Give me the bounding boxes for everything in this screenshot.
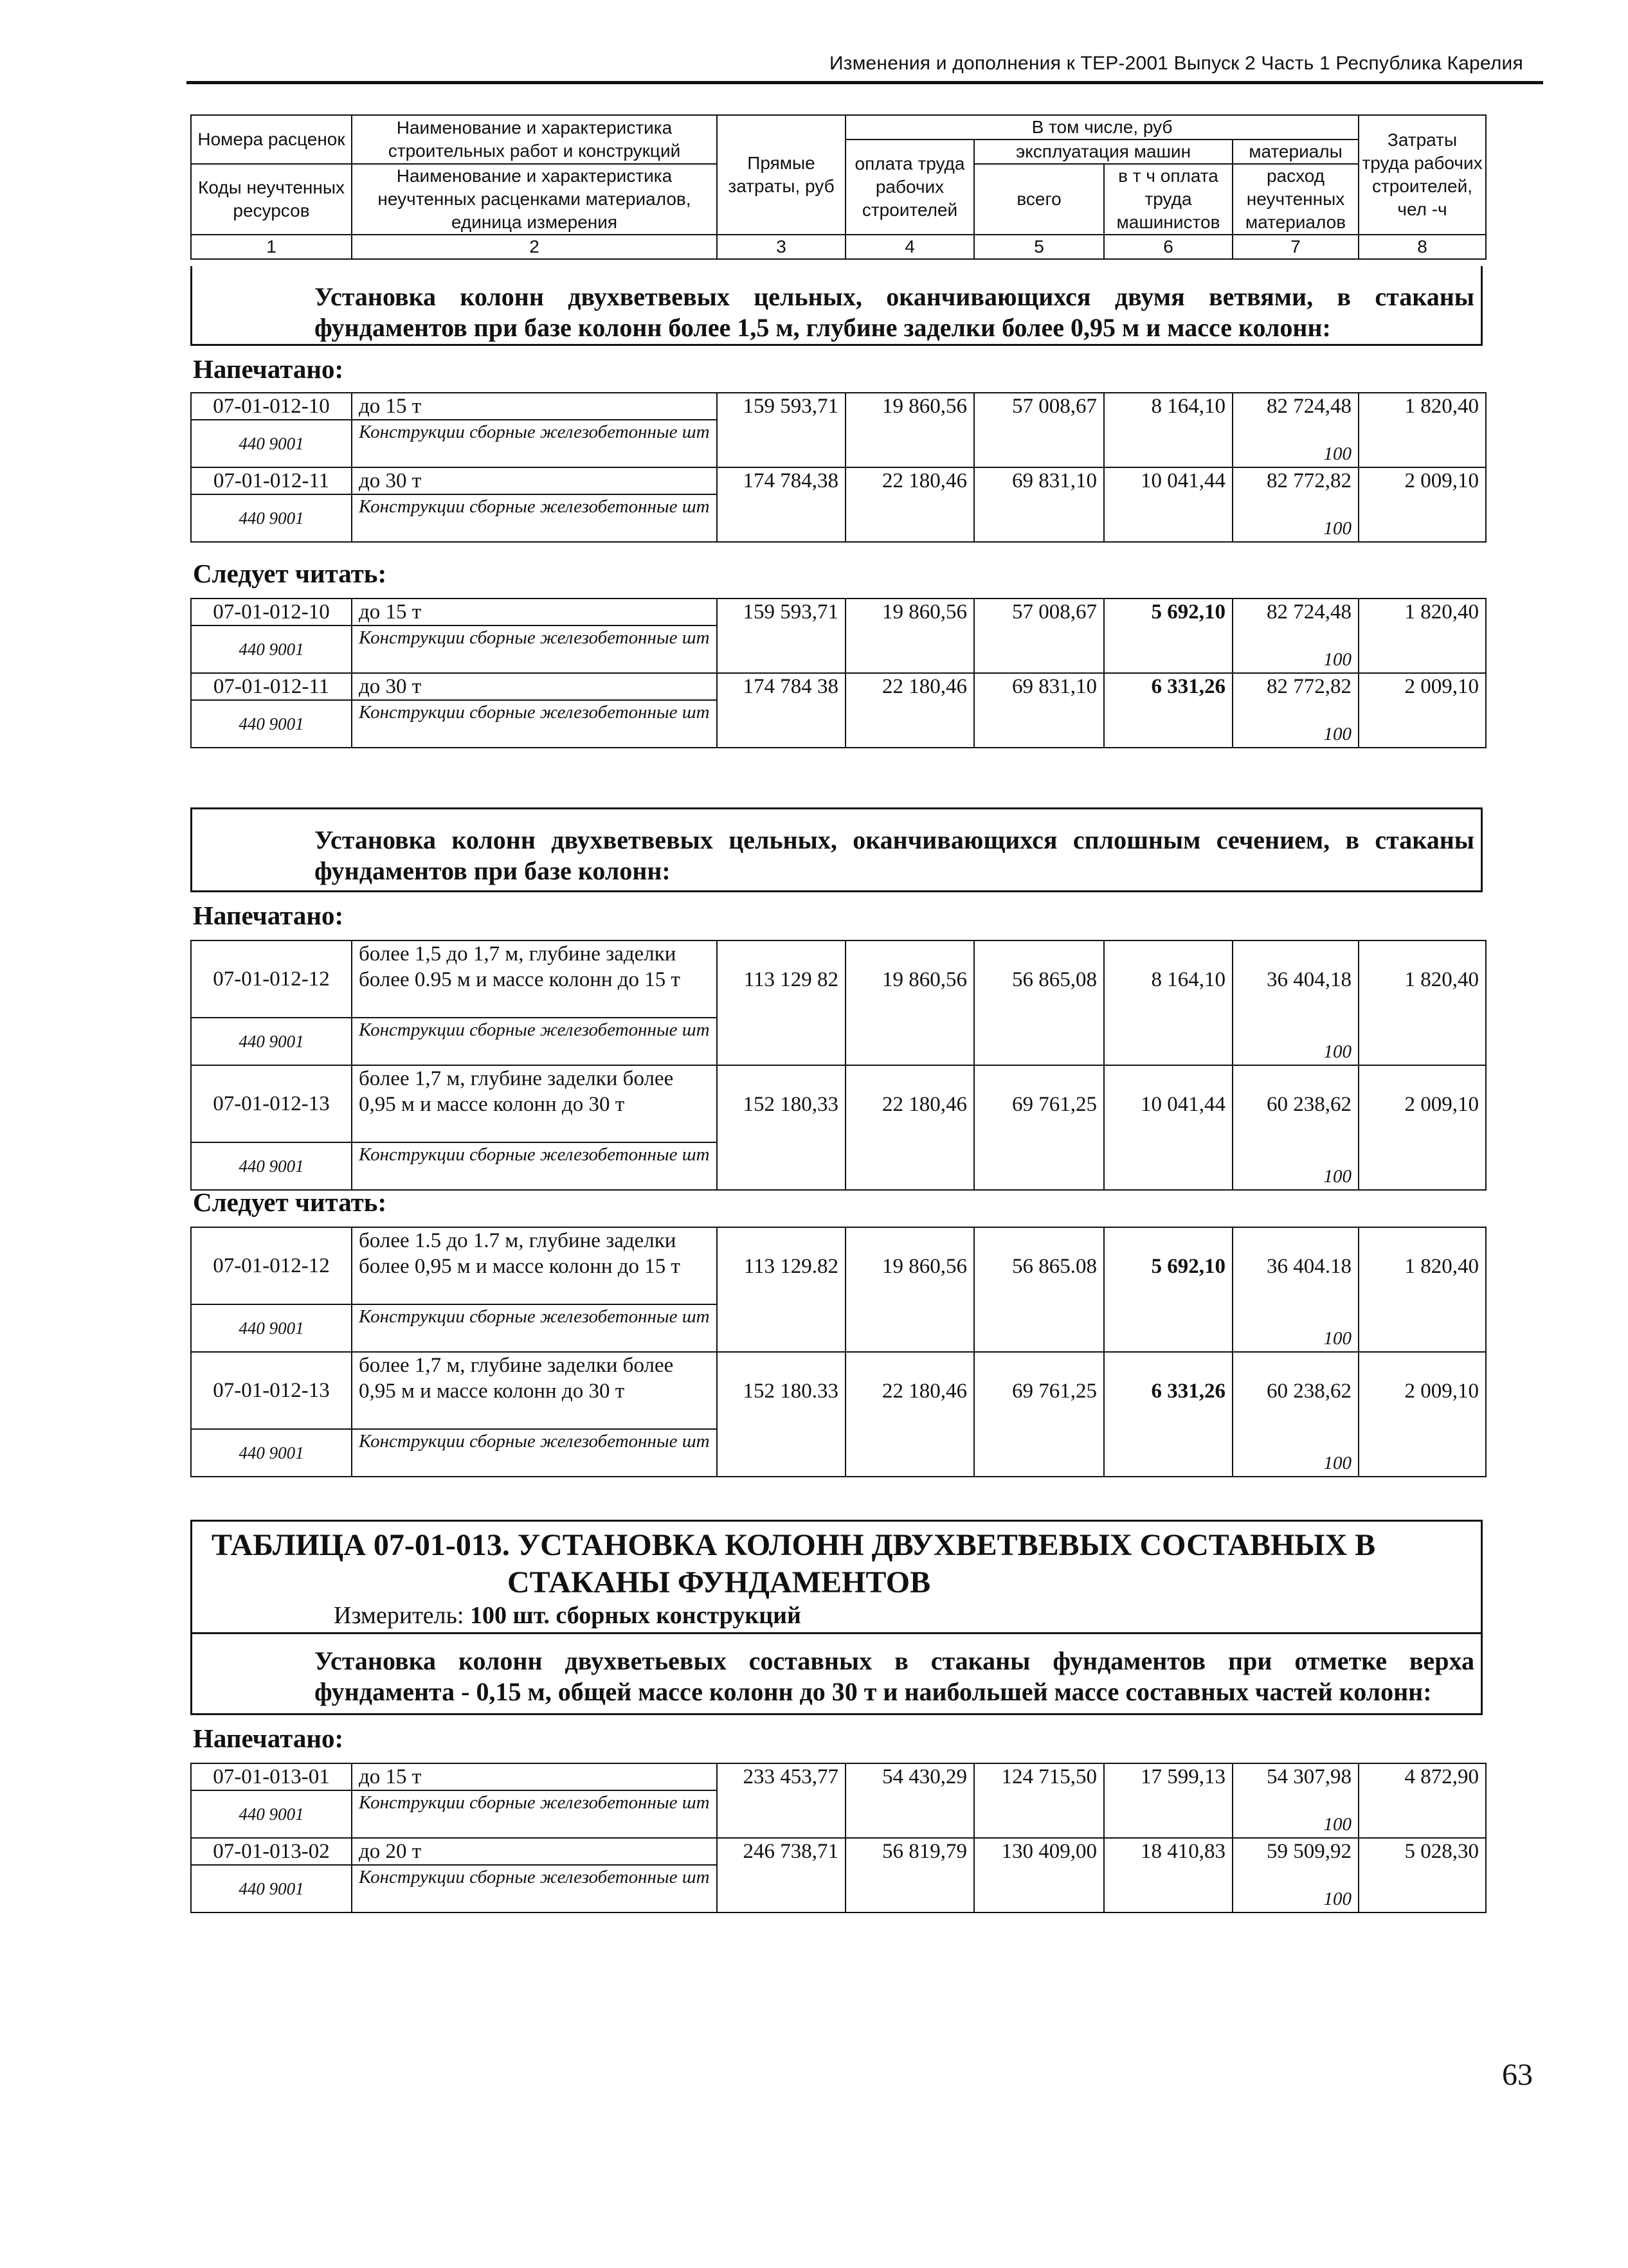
labor-pay: 22 180,46	[846, 1352, 974, 1429]
empty-cell	[974, 1142, 1104, 1190]
rate-code: 07-01-012-13	[191, 1352, 352, 1429]
labor-pay: 22 180,46	[846, 1065, 974, 1142]
colnum-3: 3	[717, 235, 846, 259]
column-header-table	[190, 114, 1487, 260]
materials-cost: 54 307,98	[1233, 1763, 1359, 1790]
header-materials: материалы	[1233, 140, 1359, 164]
machines-total: 57 008,67	[974, 393, 1104, 420]
resource-code: 440 9001	[191, 1142, 352, 1190]
direct-costs: 246 738,71	[717, 1838, 846, 1865]
rate-name: более 1.5 до 1.7 м, глубине заделки более 0,95 м и массе колонн до 15 т	[352, 1227, 717, 1304]
resource-rate: 100	[1233, 1018, 1359, 1065]
resource-name: Конструкции сборные железобетонные шт	[352, 420, 717, 467]
empty-cell	[846, 626, 974, 673]
empty-cell	[974, 1790, 1104, 1838]
resource-name: Конструкции сборные железобетонные шт	[352, 1142, 717, 1190]
resource-rate: 100	[1233, 1429, 1359, 1477]
colnum-5: 5	[974, 235, 1104, 259]
rate-name: более 1,7 м, глубине заделки более 0,95 м и массе колонн до 30 т	[352, 1352, 717, 1429]
section3-title: Установка колонн двухветьевых составных в стаканы фундаментов при отметке верха фундамента - 0,15 м, общей массе колонн до 30 т и наибольшей массе составных частей колонн:	[314, 1646, 1474, 1706]
colnum-8: 8	[1359, 235, 1486, 259]
rate-row	[191, 673, 1486, 700]
empty-cell	[1359, 1429, 1486, 1477]
rate-code: 07-01-012-12	[191, 1227, 352, 1304]
empty-cell	[846, 700, 974, 748]
colnum-4: 4	[846, 235, 974, 259]
resource-row	[191, 700, 1486, 748]
direct-costs: 159 593,71	[717, 393, 846, 420]
machinists-pay: 18 410,83	[1104, 1838, 1233, 1865]
empty-cell	[1359, 494, 1486, 542]
header-in-total: В том числе, руб	[846, 115, 1359, 140]
resource-code: 440 9001	[191, 626, 352, 673]
rate-name: до 15 т	[352, 1763, 717, 1790]
resource-row	[191, 1865, 1486, 1913]
resource-row	[191, 1790, 1486, 1838]
empty-cell	[717, 700, 846, 748]
labor-hours: 5 028,30	[1359, 1838, 1486, 1865]
machines-total: 69 761,25	[974, 1352, 1104, 1429]
machines-total: 56 865,08	[974, 941, 1104, 1018]
direct-costs: 113 129 82	[717, 941, 846, 1018]
table-title	[192, 1522, 1481, 1601]
materials-cost: 36 404.18	[1233, 1227, 1359, 1304]
machinists-pay: 17 599,13	[1104, 1763, 1233, 1790]
rate-code: 07-01-013-01	[191, 1763, 352, 1790]
direct-costs: 174 784,38	[717, 467, 846, 494]
rate-code: 07-01-012-10	[191, 598, 352, 626]
colnum-7: 7	[1233, 235, 1359, 259]
empty-cell	[974, 494, 1104, 542]
machines-total: 124 715,50	[974, 1763, 1104, 1790]
colnum-1: 1	[191, 235, 352, 259]
empty-cell	[1104, 626, 1233, 673]
empty-cell	[717, 1142, 846, 1190]
colnum-6: 6	[1104, 235, 1233, 259]
rate-code: 07-01-012-11	[191, 467, 352, 494]
empty-cell	[1359, 1142, 1486, 1190]
machinists-pay: 8 164,10	[1104, 393, 1233, 420]
header-labor-cost: Затраты труда рабочих строителей, чел -ч	[1359, 115, 1486, 235]
header-machines: эксплуатация машин	[974, 140, 1233, 164]
resource-code: 440 9001	[191, 1429, 352, 1477]
rate-name: более 1,7 м, глубине заделки более 0,95 м и массе колонн до 30 т	[352, 1065, 717, 1142]
should-read-label-1: Следует читать:	[193, 559, 387, 588]
section2-corrected-table	[190, 1227, 1487, 1477]
labor-pay: 56 819,79	[846, 1838, 974, 1865]
empty-cell	[1359, 1790, 1486, 1838]
rate-row	[191, 1838, 1486, 1865]
section2-printed-table	[190, 940, 1487, 1191]
empty-cell	[974, 626, 1104, 673]
rate-name: до 20 т	[352, 1838, 717, 1865]
labor-pay: 19 860,56	[846, 1227, 974, 1304]
labor-hours: 4 872,90	[1359, 1763, 1486, 1790]
header-rule	[186, 81, 1543, 84]
labor-hours: 2 009,10	[1359, 673, 1486, 700]
labor-pay: 22 180,46	[846, 673, 974, 700]
header-material-names: Наименование и характеристика неучтенных расценками материалов, единица измерения	[352, 164, 717, 235]
rate-row	[191, 1227, 1486, 1304]
resource-name: Конструкции сборные железобетонные шт	[352, 700, 717, 748]
section3-box	[190, 1520, 1483, 1715]
materials-cost: 60 238,62	[1233, 1352, 1359, 1429]
machines-total: 69 831,10	[974, 467, 1104, 494]
empty-cell	[1359, 1018, 1486, 1065]
resource-code: 440 9001	[191, 1790, 352, 1838]
machinists-pay: 6 331,26	[1104, 1352, 1233, 1429]
materials-cost: 60 238,62	[1233, 1065, 1359, 1142]
empty-cell	[1359, 420, 1486, 467]
empty-cell	[1104, 1018, 1233, 1065]
resource-rate: 100	[1233, 1790, 1359, 1838]
rate-code: 07-01-012-11	[191, 673, 352, 700]
resource-rate: 100	[1233, 420, 1359, 467]
empty-cell	[974, 1304, 1104, 1352]
empty-cell	[1104, 420, 1233, 467]
machines-total: 57 008,67	[974, 598, 1104, 626]
section2-title-box	[190, 807, 1483, 892]
rate-name: до 15 т	[352, 598, 717, 626]
rate-code: 07-01-012-12	[191, 941, 352, 1018]
empty-cell	[974, 420, 1104, 467]
resource-code: 440 9001	[191, 1304, 352, 1352]
header-direct-costs: Прямые затраты, руб	[717, 115, 846, 235]
rate-code: 07-01-012-13	[191, 1065, 352, 1142]
resource-rate: 100	[1233, 494, 1359, 542]
printed-label-2: Напечатано:	[193, 901, 344, 930]
empty-cell	[1104, 494, 1233, 542]
resource-name: Конструкции сборные железобетонные шт	[352, 626, 717, 673]
table-title-line1: ТАБЛИЦА 07-01-013. УСТАНОВКА КОЛОНН ДВУХВЕТВЕВЫХ СОСТАВНЫХ В	[212, 1528, 1376, 1562]
resource-code: 440 9001	[191, 1018, 352, 1065]
rate-name: более 1,5 до 1,7 м, глубине заделки более 0.95 м и массе колонн до 15 т	[352, 941, 717, 1018]
empty-cell	[717, 1429, 846, 1477]
rate-row	[191, 467, 1486, 494]
meter-value: 100 шт. сборных конструкций	[470, 1602, 801, 1629]
rate-name: до 30 т	[352, 467, 717, 494]
machinists-pay: 10 041,44	[1104, 1065, 1233, 1142]
direct-costs: 113 129.82	[717, 1227, 846, 1304]
meter-line	[192, 1601, 1481, 1634]
resource-row	[191, 420, 1486, 467]
labor-pay: 19 860,56	[846, 393, 974, 420]
labor-hours: 2 009,10	[1359, 1352, 1486, 1429]
section1-title: Установка колонн двухветвевых цельных, оканчивающихся двумя ветвями, в стаканы фундаментов при базе колонн более 1,5 м, глубине заделки более 0,95 м и массе колонн:	[314, 282, 1474, 342]
labor-hours: 1 820,40	[1359, 1227, 1486, 1304]
empty-cell	[1104, 1304, 1233, 1352]
resource-code: 440 9001	[191, 700, 352, 748]
empty-cell	[846, 420, 974, 467]
header-labor-pay: оплата труда рабочих строителей	[846, 140, 974, 235]
resource-rate: 100	[1233, 626, 1359, 673]
rate-row	[191, 1352, 1486, 1429]
machinists-pay: 10 041,44	[1104, 467, 1233, 494]
table-title-line2: СТАКАНЫ ФУНДАМЕНТОВ	[507, 1565, 931, 1599]
empty-cell	[717, 1790, 846, 1838]
labor-hours: 1 820,40	[1359, 941, 1486, 1018]
direct-costs: 233 453,77	[717, 1763, 846, 1790]
rate-row	[191, 1763, 1486, 1790]
section1-corrected-table	[190, 598, 1487, 748]
resource-row	[191, 1429, 1486, 1477]
empty-cell	[846, 1304, 974, 1352]
empty-cell	[846, 494, 974, 542]
header-rate-numbers: Номера расценок	[191, 115, 352, 164]
colnum-2: 2	[352, 235, 717, 259]
direct-costs: 152 180.33	[717, 1352, 846, 1429]
rate-row	[191, 393, 1486, 420]
empty-cell	[974, 1429, 1104, 1477]
labor-hours: 1 820,40	[1359, 393, 1486, 420]
rate-row	[191, 1065, 1486, 1142]
empty-cell	[846, 1865, 974, 1913]
resource-row	[191, 626, 1486, 673]
empty-cell	[717, 626, 846, 673]
section1-title-box	[190, 266, 1483, 346]
labor-hours: 2 009,10	[1359, 1065, 1486, 1142]
empty-cell	[846, 1018, 974, 1065]
empty-cell	[1104, 700, 1233, 748]
resource-rate: 100	[1233, 1304, 1359, 1352]
direct-costs: 152 180,33	[717, 1065, 846, 1142]
empty-cell	[1104, 1142, 1233, 1190]
materials-cost: 82 772,82	[1233, 467, 1359, 494]
machines-total: 56 865.08	[974, 1227, 1104, 1304]
materials-cost: 59 509,92	[1233, 1838, 1359, 1865]
resource-code: 440 9001	[191, 1865, 352, 1913]
resource-name: Конструкции сборные железобетонные шт	[352, 1304, 717, 1352]
materials-cost: 82 724,48	[1233, 598, 1359, 626]
resource-rate: 100	[1233, 1865, 1359, 1913]
empty-cell	[717, 1018, 846, 1065]
direct-costs: 174 784 38	[717, 673, 846, 700]
resource-code: 440 9001	[191, 494, 352, 542]
machines-total: 130 409,00	[974, 1838, 1104, 1865]
resource-name: Конструкции сборные железобетонные шт	[352, 494, 717, 542]
header-work-name: Наименование и характеристика строительных работ и конструкций	[352, 115, 717, 164]
empty-cell	[1359, 626, 1486, 673]
empty-cell	[1359, 1304, 1486, 1352]
rate-name: до 30 т	[352, 673, 717, 700]
resource-rate: 100	[1233, 700, 1359, 748]
header-machines-total: всего	[974, 164, 1104, 235]
empty-cell	[974, 700, 1104, 748]
printed-label-1: Напечатано:	[193, 354, 344, 384]
empty-cell	[846, 1790, 974, 1838]
page-number: 63	[1502, 2058, 1533, 2092]
labor-hours: 2 009,10	[1359, 467, 1486, 494]
resource-row	[191, 1142, 1486, 1190]
materials-cost: 82 772,82	[1233, 673, 1359, 700]
machinists-pay: 5 692,10	[1104, 598, 1233, 626]
machinists-pay: 8 164,10	[1104, 941, 1233, 1018]
empty-cell	[717, 1304, 846, 1352]
empty-cell	[717, 494, 846, 542]
empty-cell	[846, 1429, 974, 1477]
empty-cell	[717, 420, 846, 467]
section3-printed-table	[190, 1763, 1487, 1913]
printed-label-3: Напечатано:	[193, 1724, 344, 1753]
machines-total: 69 831,10	[974, 673, 1104, 700]
machinists-pay: 5 692,10	[1104, 1227, 1233, 1304]
rate-row	[191, 941, 1486, 1018]
resource-name: Конструкции сборные железобетонные шт	[352, 1865, 717, 1913]
labor-pay: 19 860,56	[846, 598, 974, 626]
machines-total: 69 761,25	[974, 1065, 1104, 1142]
resource-code: 440 9001	[191, 420, 352, 467]
empty-cell	[846, 1142, 974, 1190]
rate-row	[191, 598, 1486, 626]
resource-rate: 100	[1233, 1142, 1359, 1190]
empty-cell	[974, 1865, 1104, 1913]
meter-label: Измеритель:	[334, 1602, 464, 1629]
empty-cell	[1359, 700, 1486, 748]
header-resource-codes: Коды неучтенных ресурсов	[191, 164, 352, 235]
resource-row	[191, 1304, 1486, 1352]
resource-name: Конструкции сборные железобетонные шт	[352, 1018, 717, 1065]
empty-cell	[1359, 1865, 1486, 1913]
labor-pay: 19 860,56	[846, 941, 974, 1018]
resource-row	[191, 494, 1486, 542]
header-machinists-pay: в т ч оплата труда машинистов	[1104, 164, 1233, 235]
section2-title: Установка колонн двухветвевых цельных, оканчивающихся сплошным сечением, в стаканы фундаментов при базе колонн:	[314, 825, 1474, 885]
rate-name: до 15 т	[352, 393, 717, 420]
resource-name: Конструкции сборные железобетонные шт	[352, 1790, 717, 1838]
direct-costs: 159 593,71	[717, 598, 846, 626]
running-head: Изменения и дополнения к ТЕР-2001 Выпуск 2 Часть 1 Республика Карелия	[829, 53, 1523, 74]
labor-pay: 22 180,46	[846, 467, 974, 494]
empty-cell	[1104, 1429, 1233, 1477]
resource-name: Конструкции сборные железобетонные шт	[352, 1429, 717, 1477]
should-read-label-2: Следует читать:	[193, 1187, 387, 1217]
materials-cost: 82 724,48	[1233, 393, 1359, 420]
resource-row	[191, 1018, 1486, 1065]
labor-hours: 1 820,40	[1359, 598, 1486, 626]
rate-code: 07-01-012-10	[191, 393, 352, 420]
empty-cell	[717, 1865, 846, 1913]
empty-cell	[1104, 1865, 1233, 1913]
header-materials-consumption: расход неучтенных материалов	[1233, 164, 1359, 235]
machinists-pay: 6 331,26	[1104, 673, 1233, 700]
empty-cell	[974, 1018, 1104, 1065]
labor-pay: 54 430,29	[846, 1763, 974, 1790]
materials-cost: 36 404,18	[1233, 941, 1359, 1018]
rate-code: 07-01-013-02	[191, 1838, 352, 1865]
section1-printed-table	[190, 392, 1487, 543]
empty-cell	[1104, 1790, 1233, 1838]
